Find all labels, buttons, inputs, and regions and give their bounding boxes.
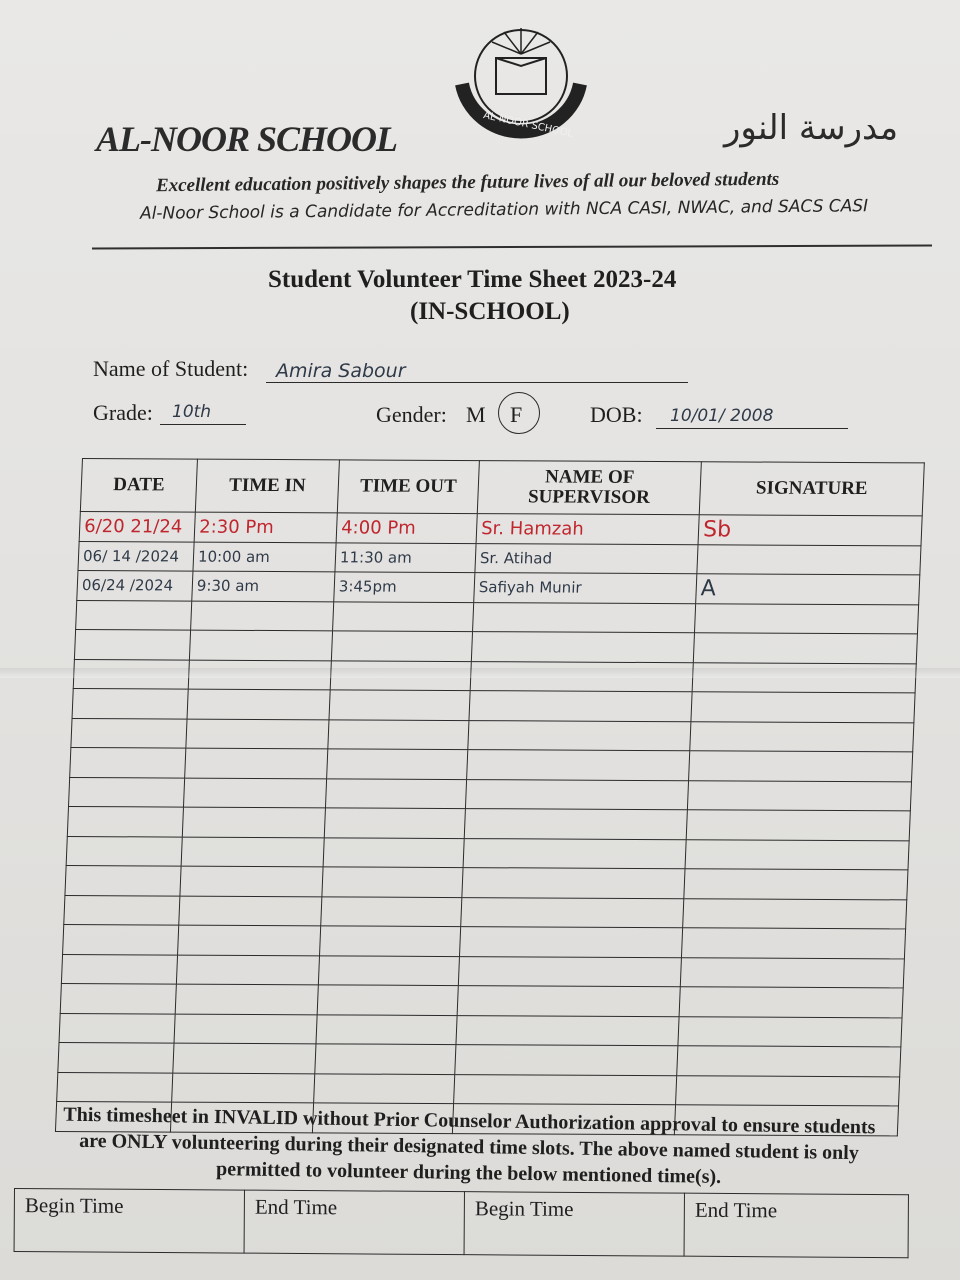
- date-cell[interactable]: [67, 806, 183, 836]
- table-row: [78, 541, 921, 575]
- table-row-empty: [66, 836, 909, 870]
- supervisor-cell[interactable]: [469, 691, 692, 722]
- student-name-line: [266, 382, 688, 383]
- school-name-arabic: مدرسة النور: [724, 108, 899, 148]
- date-cell[interactable]: 6/20 21/24: [79, 512, 195, 542]
- supervisor-cell[interactable]: [468, 720, 691, 751]
- table-row-empty: [63, 924, 906, 958]
- signature-cell[interactable]: [684, 869, 908, 900]
- time-out-cell[interactable]: [321, 896, 462, 926]
- time-out-cell[interactable]: [327, 749, 468, 779]
- date-cell[interactable]: 06/ 14 /2024: [78, 541, 194, 571]
- time-out-cell[interactable]: [318, 955, 459, 985]
- date-cell[interactable]: [70, 747, 186, 777]
- authorized-time-slots: [14, 1188, 908, 1252]
- school-name: AL-NOOR SCHOOL: [96, 119, 398, 159]
- date-cell[interactable]: 06/24 /2024: [77, 571, 193, 601]
- table-row-empty: [60, 983, 903, 1017]
- table-row-empty: [59, 1013, 902, 1047]
- time-in-cell[interactable]: 10:00 am: [193, 542, 336, 572]
- supervisor-cell[interactable]: [457, 986, 680, 1017]
- time-in-cell[interactable]: [180, 866, 323, 896]
- time-in-cell[interactable]: [189, 630, 332, 660]
- time-in-cell[interactable]: [182, 807, 325, 837]
- table-row-empty: [65, 865, 908, 899]
- supervisor-cell[interactable]: [462, 868, 685, 899]
- signature-cell[interactable]: [678, 1016, 902, 1047]
- signature-cell[interactable]: [677, 1046, 901, 1077]
- supervisor-cell[interactable]: [467, 750, 690, 781]
- table-row: [79, 512, 922, 546]
- volunteer-hours-table: [57, 458, 924, 1092]
- signature-cell[interactable]: [693, 633, 917, 664]
- time-in-cell[interactable]: [175, 984, 318, 1014]
- column-header-time-out: TIME OUT: [337, 460, 479, 514]
- time-out-cell[interactable]: [320, 926, 461, 956]
- time-out-cell[interactable]: [328, 719, 469, 749]
- signature-cell[interactable]: [683, 898, 907, 929]
- signature-cell[interactable]: [680, 957, 904, 988]
- column-header-time-in: TIME IN: [195, 459, 339, 513]
- supervisor-cell[interactable]: Sr. Hamzah: [476, 514, 699, 545]
- supervisor-cell[interactable]: [464, 809, 687, 840]
- signature-cell[interactable]: A: [696, 574, 920, 605]
- svg-text:AL-NOOR SCHOOL: AL-NOOR SCHOOL: [482, 110, 574, 140]
- time-in-cell[interactable]: [185, 748, 328, 778]
- school-seal-logo: [452, 14, 590, 144]
- time-out-cell[interactable]: [323, 837, 464, 867]
- time-out-cell[interactable]: [331, 631, 472, 661]
- time-in-cell[interactable]: [173, 1043, 316, 1073]
- form-title: Student Volunteer Time Sheet 2023-24: [268, 266, 677, 293]
- signature-cell[interactable]: [687, 780, 911, 811]
- column-header-signature: SIGNATURE: [699, 462, 924, 516]
- supervisor-cell[interactable]: [465, 779, 688, 810]
- paper-fold: [0, 668, 960, 678]
- table-row-empty: [76, 600, 919, 634]
- gender-label: Gender:: [376, 402, 447, 427]
- table-row-empty: [69, 777, 912, 811]
- student-name-label: Name of Student:: [93, 356, 249, 381]
- time-out-cell[interactable]: [333, 601, 474, 631]
- time-in-cell[interactable]: [191, 601, 334, 631]
- supervisor-cell[interactable]: [463, 838, 686, 869]
- signature-cell[interactable]: [694, 603, 918, 634]
- time-in-cell[interactable]: 2:30 Pm: [194, 512, 337, 542]
- supervisor-cell[interactable]: [454, 1074, 677, 1105]
- time-in-cell[interactable]: [186, 719, 329, 749]
- table-row-empty: [72, 688, 915, 722]
- date-cell[interactable]: [64, 895, 180, 925]
- time-in-cell[interactable]: [181, 837, 324, 867]
- table-row-empty: [57, 1072, 900, 1106]
- time-out-cell[interactable]: [325, 778, 466, 808]
- signature-cell[interactable]: [697, 544, 921, 575]
- time-in-cell[interactable]: [174, 1014, 317, 1044]
- date-cell[interactable]: [59, 1013, 175, 1043]
- supervisor-cell[interactable]: [461, 897, 684, 928]
- signature-cell[interactable]: Sb: [698, 515, 922, 546]
- supervisor-cell[interactable]: Sr. Atihad: [475, 543, 698, 574]
- time-in-cell[interactable]: [183, 778, 326, 808]
- column-header-supervisor: NAME OF SUPERVISOR: [477, 461, 701, 515]
- header-divider: [92, 245, 932, 250]
- dob-label: DOB:: [590, 402, 643, 427]
- supervisor-cell[interactable]: [471, 632, 694, 663]
- signature-cell[interactable]: [676, 1075, 900, 1106]
- time-out-cell[interactable]: [316, 1014, 457, 1044]
- authorization-notice: This timesheet in INVALID without Prior Counselor Authorization approval to ensure students are ONLY volunteering during their designated time slots. The above named student is only permitted to volunteer during the below mentioned time(s).: [63, 1103, 876, 1188]
- signature-cell[interactable]: [681, 928, 905, 959]
- time-out-cell[interactable]: [329, 690, 470, 720]
- signature-cell[interactable]: [690, 721, 914, 752]
- date-cell[interactable]: [58, 1042, 174, 1072]
- table-row: [77, 571, 920, 605]
- date-cell[interactable]: [60, 983, 176, 1013]
- supervisor-cell[interactable]: [456, 1015, 679, 1046]
- table-row-empty: [61, 954, 904, 988]
- time-out-cell[interactable]: [315, 1044, 456, 1074]
- form-subtitle: (IN-SCHOOL): [410, 298, 570, 325]
- supervisor-cell[interactable]: Safiyah Munir: [474, 573, 697, 604]
- time-out-cell[interactable]: [314, 1073, 455, 1103]
- table-row-empty: [64, 895, 907, 929]
- table-row-empty: [74, 630, 917, 664]
- supervisor-cell[interactable]: [458, 956, 681, 987]
- end-time-cell-2[interactable]: End Time: [684, 1193, 908, 1258]
- time-in-cell[interactable]: [179, 896, 322, 926]
- signature-cell[interactable]: [679, 987, 903, 1018]
- column-header-date: DATE: [80, 459, 197, 513]
- time-in-cell[interactable]: [178, 925, 321, 955]
- supervisor-cell[interactable]: [460, 927, 683, 958]
- grade-label: Grade:: [93, 400, 153, 425]
- time-in-cell[interactable]: [172, 1073, 315, 1103]
- signature-cell[interactable]: [685, 839, 909, 870]
- signature-cell[interactable]: [691, 692, 915, 723]
- time-in-cell[interactable]: 9:30 am: [192, 571, 335, 601]
- date-cell[interactable]: [65, 865, 181, 895]
- school-motto: Excellent education positively shapes the future lives of all our beloved students: [155, 168, 780, 197]
- time-in-cell[interactable]: [176, 955, 319, 985]
- table-row-empty: [58, 1042, 901, 1076]
- end-time-cell-1[interactable]: End Time: [244, 1190, 464, 1255]
- student-name-value[interactable]: Amira Sabour: [276, 360, 406, 382]
- date-cell[interactable]: [61, 954, 177, 984]
- gender-option-f[interactable]: F: [510, 402, 523, 427]
- begin-time-cell-1[interactable]: Begin Time: [14, 1189, 244, 1254]
- signature-cell[interactable]: [689, 751, 913, 782]
- time-out-cell[interactable]: [324, 808, 465, 838]
- gender-option-m[interactable]: M: [466, 402, 486, 427]
- date-cell[interactable]: [76, 600, 192, 630]
- date-cell[interactable]: [71, 718, 187, 748]
- date-cell[interactable]: [66, 836, 182, 866]
- supervisor-cell[interactable]: [455, 1045, 678, 1076]
- time-slot-row: [14, 1189, 908, 1258]
- begin-time-cell-2[interactable]: Begin Time: [464, 1192, 684, 1257]
- time-out-cell[interactable]: [317, 985, 458, 1015]
- table-header-row: [80, 459, 924, 516]
- date-cell[interactable]: [63, 924, 179, 954]
- table-row-empty: [71, 718, 914, 752]
- dob-value[interactable]: 10/01/ 2008: [670, 406, 774, 426]
- supervisor-cell[interactable]: [473, 602, 696, 633]
- time-out-cell[interactable]: 3:45pm: [334, 572, 475, 602]
- grade-value[interactable]: 10th: [172, 402, 212, 422]
- date-cell[interactable]: [69, 777, 185, 807]
- table-row-empty: [67, 806, 910, 840]
- time-out-cell[interactable]: [322, 867, 463, 897]
- date-cell[interactable]: [72, 688, 188, 718]
- date-cell[interactable]: [57, 1072, 173, 1102]
- accreditation-note: Al-Noor School is a Candidate for Accreditation with NCA CASI, NWAC, and SACS CASI: [139, 196, 869, 224]
- time-out-cell[interactable]: 11:30 am: [335, 542, 476, 572]
- time-out-cell[interactable]: 4:00 Pm: [336, 513, 477, 543]
- signature-cell[interactable]: [686, 810, 910, 841]
- dob-line: [656, 428, 848, 429]
- grade-line: [160, 424, 246, 425]
- table-row-empty: [70, 747, 913, 781]
- time-in-cell[interactable]: [187, 689, 330, 719]
- date-cell[interactable]: [74, 630, 190, 660]
